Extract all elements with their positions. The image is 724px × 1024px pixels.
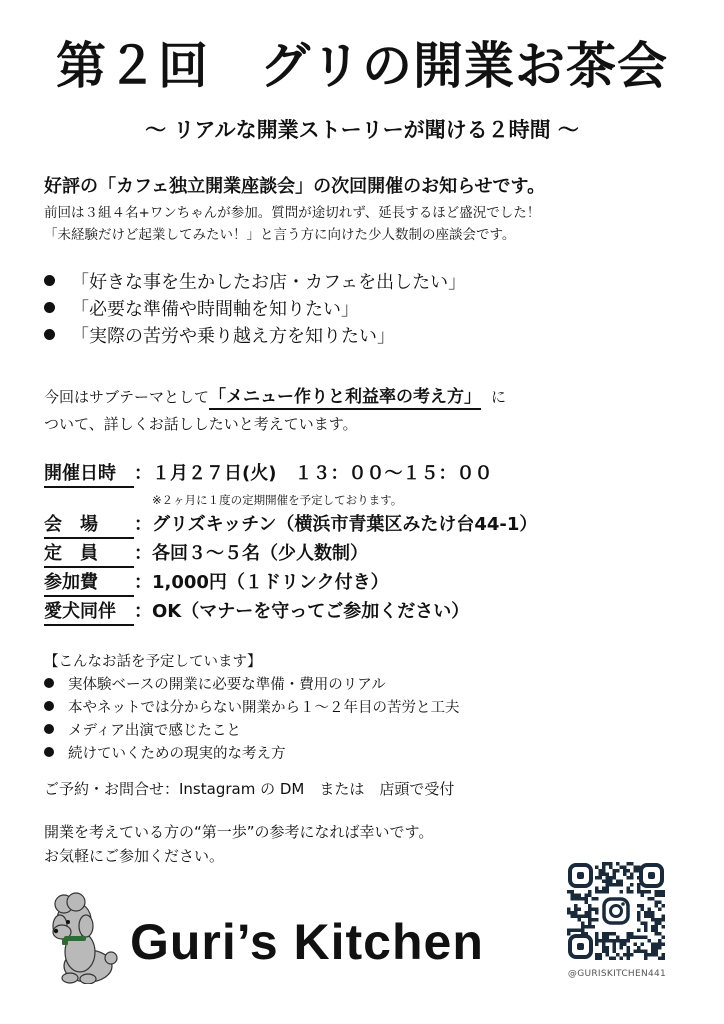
qr-module: [567, 890, 571, 894]
qr-module: [588, 911, 592, 915]
contact-info: ご予約・お問合せ：Instagram の DM または 店頭で受付: [44, 780, 455, 798]
qr-module: [613, 939, 617, 943]
qr-module: [606, 946, 610, 950]
qr-module: [662, 904, 666, 908]
date-note: ※２ヶ月に１度の定期開催を予定しております。: [152, 493, 403, 507]
qr-module: [602, 950, 606, 954]
qr-module: [620, 883, 624, 887]
qr-module: [592, 925, 596, 929]
qr-module: [641, 904, 645, 908]
qr-module: [620, 866, 624, 870]
qr-module: [658, 939, 662, 943]
qr-module: [578, 929, 582, 933]
qr-module: [634, 936, 638, 940]
info-dog: 愛犬同伴 ：OK（マナーを守ってご参加ください）: [44, 598, 537, 627]
qr-module: [641, 908, 645, 912]
qr-module: [655, 901, 659, 905]
qr-module: [627, 890, 631, 894]
intro-lead: 好評の「カフェ独立開業座談会」の次回開催のお知らせです。: [44, 176, 546, 197]
qr-module: [655, 946, 659, 950]
qr-module: [588, 915, 592, 919]
qr-module: [595, 890, 599, 894]
qr-module: [571, 890, 575, 894]
qr-module: [595, 936, 599, 940]
info-date: 開催日時 ：１月２７日(火) １３：００～１５：００: [44, 460, 537, 489]
qr-module: [651, 950, 655, 954]
qr-module: [595, 887, 599, 891]
qr-module: [595, 953, 599, 957]
qr-module: [616, 862, 620, 866]
qr-module: [581, 915, 585, 919]
qr-module: [609, 880, 613, 884]
qr-module: [662, 890, 666, 894]
qr-module: [571, 915, 575, 919]
qr-module: [567, 932, 571, 936]
qr-module: [588, 925, 592, 929]
qr-module: [595, 957, 599, 961]
qr-module: [595, 897, 599, 901]
qr-module: [616, 936, 620, 940]
qr-module: [630, 890, 634, 894]
qr-module: [581, 897, 585, 901]
qr-module: [602, 880, 606, 884]
subtheme-text-line2: ついて、詳しくお話ししたいと考えています。: [44, 415, 358, 433]
qr-module: [644, 929, 648, 933]
qr-module: [602, 887, 606, 891]
qr-module: [613, 932, 617, 936]
qr-module: [623, 873, 627, 877]
bullet-icon: [44, 724, 54, 734]
qr-module: [578, 915, 582, 919]
qr-module: [620, 943, 624, 947]
qr-module: [627, 932, 631, 936]
list-item: 続けていくための現実的な考え方: [44, 742, 460, 765]
qr-module: [648, 953, 652, 957]
page-subtitle: ～ リアルな開業ストーリーが聞ける２時間 ～: [145, 118, 579, 142]
qr-module: [658, 890, 662, 894]
qr-module: [613, 943, 617, 947]
qr-module: [599, 890, 603, 894]
qr-module: [574, 904, 578, 908]
qr-module: [634, 866, 638, 870]
qr-module: [585, 897, 589, 901]
topics-heading: 【こんなお話を予定しています】: [44, 654, 262, 670]
qr-module: [655, 918, 659, 922]
qr-module: [648, 911, 652, 915]
qr-module: [634, 869, 638, 873]
qr-module: [662, 894, 666, 898]
qr-module: [595, 911, 599, 915]
qr-module: [627, 876, 631, 880]
qr-module: [630, 936, 634, 940]
qr-module: [630, 862, 634, 866]
qr-module: [606, 939, 610, 943]
qr-module: [630, 883, 634, 887]
qr-module: [655, 932, 659, 936]
qr-module: [602, 943, 606, 947]
instagram-qr-code-icon: [567, 862, 665, 960]
qr-module: [655, 894, 659, 898]
qr-module: [599, 873, 603, 877]
qr-module: [609, 866, 613, 870]
list-item: 実体験ベースの開業に必要な準備・費用のリアル: [44, 673, 460, 696]
qr-module: [595, 918, 599, 922]
qr-module: [602, 936, 606, 940]
qr-module: [602, 866, 606, 870]
qr-module: [599, 939, 603, 943]
qr-module: [658, 901, 662, 905]
qr-module: [655, 953, 659, 957]
list-item: 「必要な準備や時間軸を知りたい」: [44, 297, 466, 324]
qr-module: [592, 918, 596, 922]
qr-module: [637, 904, 641, 908]
qr-module: [602, 873, 606, 877]
qr-module: [658, 922, 662, 926]
brand-logo: Guri’s Kitchen: [130, 914, 484, 970]
qr-module: [567, 911, 571, 915]
qr-module: [655, 925, 659, 929]
qr-module: [662, 943, 666, 947]
info-fee: 参加費 ：1,000円（１ドリンク付き）: [44, 569, 537, 598]
qr-module: [585, 901, 589, 905]
qr-module: [602, 869, 606, 873]
qr-module: [581, 929, 585, 933]
qr-module: [595, 939, 599, 943]
bullet-icon: [44, 329, 55, 340]
qr-module: [662, 957, 666, 961]
intro-line: 前回は３組４名+ワンちゃんが参加。質問が途切れず、延長するほど盛況でした！: [44, 205, 541, 221]
qr-module: [637, 915, 641, 919]
qr-module: [588, 904, 592, 908]
qr-module: [644, 915, 648, 919]
qr-module: [574, 897, 578, 901]
qr-module: [662, 925, 666, 929]
qr-module: [574, 929, 578, 933]
intro-line: 「未経験だけど起業してみたい！」と言う方に向けた少人数制の座談会です。: [44, 227, 516, 243]
qr-module: [602, 946, 606, 950]
qr-module: [658, 918, 662, 922]
qr-module: [588, 890, 592, 894]
info-venue: 会 場 ：グリズキッチン（横浜市青葉区みたけ台44-1）: [44, 511, 537, 540]
qr-module: [637, 918, 641, 922]
qr-module: [585, 925, 589, 929]
qr-module: [662, 936, 666, 940]
info-capacity: 定 員 ：各回３～５名（少人数制）: [44, 540, 537, 569]
qr-module: [655, 922, 659, 926]
qr-module: [616, 883, 620, 887]
qr-module: [630, 873, 634, 877]
qr-module: [620, 939, 624, 943]
qr-module: [648, 939, 652, 943]
qr-module: [641, 950, 645, 954]
qr-module: [571, 897, 575, 901]
qr-module: [588, 922, 592, 926]
qr-module: [651, 897, 655, 901]
qr-module: [651, 925, 655, 929]
qr-module: [602, 862, 606, 866]
qr-module: [655, 904, 659, 908]
qr-module: [658, 943, 662, 947]
list-item: メディア出演で感じたこと: [44, 719, 460, 742]
qr-module: [658, 908, 662, 912]
qr-module: [616, 939, 620, 943]
qr-module: [602, 890, 606, 894]
qr-module: [662, 953, 666, 957]
qr-module: [641, 943, 645, 947]
qr-module: [581, 922, 585, 926]
qr-module: [613, 946, 617, 950]
qr-module: [637, 911, 641, 915]
qr-module: [606, 876, 610, 880]
qr-module: [651, 915, 655, 919]
list-item: 「実際の苦労や乗り越え方を知りたい」: [44, 324, 466, 351]
qr-module: [637, 946, 641, 950]
qr-module: [627, 869, 631, 873]
qr-module: [613, 950, 617, 954]
qr-module: [609, 876, 613, 880]
qr-module: [578, 908, 582, 912]
bullet-icon: [44, 747, 54, 757]
qr-module: [599, 957, 603, 961]
bullet-icon: [44, 302, 55, 313]
qr-module: [613, 957, 617, 961]
page-title: 第２回 グリの開業お茶会: [56, 37, 668, 95]
qr-module: [662, 918, 666, 922]
qr-module: [627, 939, 631, 943]
qr-module: [613, 883, 617, 887]
qr-module: [651, 918, 655, 922]
qr-module: [595, 908, 599, 912]
qr-module: [644, 911, 648, 915]
topics-section: [44, 650, 460, 765]
qr-module: [623, 943, 627, 947]
qr-module: [641, 890, 645, 894]
qr-module: [651, 911, 655, 915]
qr-module: [623, 939, 627, 943]
qr-module: [609, 957, 613, 961]
qr-module: [644, 922, 648, 926]
qr-module: [595, 876, 599, 880]
poodle-dog-icon: [48, 892, 118, 984]
qr-module: [606, 950, 610, 954]
instagram-handle: @GURISKITCHEN441: [567, 969, 667, 979]
qr-module: [592, 897, 596, 901]
closing-message: 開業を考えている方の“第一歩”の参考になれば幸いです。 お気軽にご参加ください。: [44, 823, 434, 865]
qr-module: [578, 894, 582, 898]
qr-module: [627, 936, 631, 940]
qr-module: [658, 894, 662, 898]
qr-module: [606, 862, 610, 866]
qr-module: [630, 953, 634, 957]
qr-module: [606, 936, 610, 940]
qr-module: [571, 894, 575, 898]
qr-module: [578, 897, 582, 901]
qr-module: [588, 894, 592, 898]
qr-module: [648, 890, 652, 894]
qr-module: [648, 915, 652, 919]
subtheme-highlight: 「メニュー作りと利益率の考え方」: [209, 387, 481, 410]
qr-module: [616, 880, 620, 884]
subtheme-text: 今回はサブテーマとして「メニュー作りと利益率の考え方」 に: [44, 384, 506, 411]
qr-module: [592, 908, 596, 912]
qr-module: [581, 925, 585, 929]
qr-module: [627, 950, 631, 954]
qr-module: [658, 957, 662, 961]
qr-module: [641, 936, 645, 940]
qr-module: [627, 946, 631, 950]
qr-module: [648, 897, 652, 901]
wish-list: [44, 270, 466, 351]
qr-module: [630, 932, 634, 936]
qr-module: [606, 953, 610, 957]
qr-module: [595, 866, 599, 870]
qr-module: [648, 908, 652, 912]
qr-module: [655, 890, 659, 894]
qr-module: [620, 890, 624, 894]
qr-module: [574, 908, 578, 912]
qr-module: [602, 939, 606, 943]
qr-module: [571, 929, 575, 933]
qr-module: [567, 929, 571, 933]
qr-module: [644, 925, 648, 929]
qr-module: [644, 950, 648, 954]
bullet-icon: [44, 678, 54, 688]
qr-module: [627, 957, 631, 961]
qr-module: [567, 908, 571, 912]
bullet-icon: [44, 275, 55, 286]
qr-module: [644, 936, 648, 940]
qr-module: [630, 876, 634, 880]
qr-module: [620, 880, 624, 884]
qr-module: [655, 943, 659, 947]
qr-module: [627, 862, 631, 866]
qr-module: [623, 953, 627, 957]
qr-module: [606, 873, 610, 877]
qr-module: [606, 932, 610, 936]
qr-module: [609, 883, 613, 887]
qr-module: [644, 953, 648, 957]
qr-module: [620, 946, 624, 950]
qr-module: [658, 946, 662, 950]
qr-module: [651, 953, 655, 957]
qr-module: [602, 932, 606, 936]
qr-module: [574, 894, 578, 898]
bullet-icon: [44, 701, 54, 711]
qr-module: [571, 911, 575, 915]
qr-module: [613, 876, 617, 880]
qr-module: [606, 883, 610, 887]
qr-module: [623, 866, 627, 870]
qr-module: [620, 957, 624, 961]
qr-module: [585, 915, 589, 919]
qr-module: [574, 911, 578, 915]
qr-module: [599, 953, 603, 957]
qr-module: [655, 929, 659, 933]
qr-module: [637, 950, 641, 954]
event-info: [44, 460, 537, 627]
qr-module: [599, 876, 603, 880]
qr-module: [655, 950, 659, 954]
qr-module: [585, 911, 589, 915]
qr-module: [609, 932, 613, 936]
qr-module: [606, 880, 610, 884]
qr-module: [599, 869, 603, 873]
qr-module: [578, 918, 582, 922]
qr-module: [606, 887, 610, 891]
qr-module: [613, 869, 617, 873]
qr-module: [588, 908, 592, 912]
qr-module: [609, 862, 613, 866]
list-item: 本やネットでは分からない開業から１～２年目の苦労と工夫: [44, 696, 460, 719]
qr-module: [595, 943, 599, 947]
qr-module: [613, 873, 617, 877]
qr-module: [651, 929, 655, 933]
qr-module: [641, 894, 645, 898]
qr-module: [616, 869, 620, 873]
list-item: 「好きな事を生かしたお店・カフェを出したい」: [44, 270, 466, 297]
qr-module: [637, 890, 641, 894]
qr-module: [585, 894, 589, 898]
qr-module: [637, 936, 641, 940]
qr-module: [623, 869, 627, 873]
qr-module: [662, 915, 666, 919]
qr-module: [574, 915, 578, 919]
qr-module: [658, 932, 662, 936]
qr-module: [634, 943, 638, 947]
qr-module: [651, 943, 655, 947]
qr-module: [641, 922, 645, 926]
qr-module: [595, 932, 599, 936]
qr-module: [637, 929, 641, 933]
qr-module: [616, 953, 620, 957]
qr-module: [627, 953, 631, 957]
qr-module: [644, 957, 648, 961]
qr-module: [609, 939, 613, 943]
qr-module: [634, 950, 638, 954]
qr-module: [644, 890, 648, 894]
qr-module: [627, 887, 631, 891]
qr-module: [637, 887, 641, 891]
qr-module: [651, 946, 655, 950]
qr-module: [588, 918, 592, 922]
qr-module: [606, 890, 610, 894]
